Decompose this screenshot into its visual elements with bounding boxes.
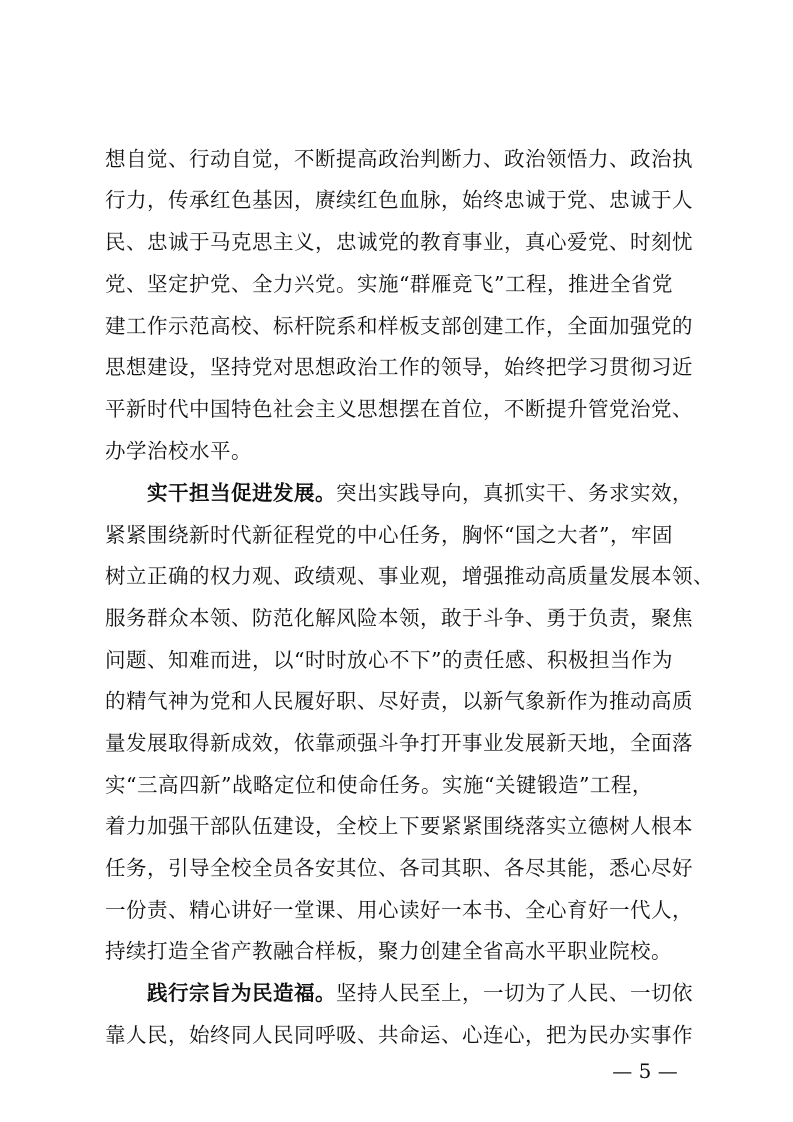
body-line: 紧紧围绕新时代新征程党的中心任务，胸怀“国之大者”，牢固 bbox=[105, 523, 673, 547]
body-line: 党、坚定护党、全力兴党。实施“群雁竞飞”工程，推进全省党 bbox=[105, 272, 673, 296]
body-line: 问题、知难而进，以“时时放心不下”的责任感、积极担当作为 bbox=[105, 648, 673, 672]
body-line: 一份责、精心讲好一堂课、用心读好一本书、全心育好一代人， bbox=[105, 898, 693, 922]
body-line: 平新时代中国特色社会主义思想摆在首位，不断提升管党治党、 bbox=[105, 397, 693, 421]
paragraph-text: 突出实践导向，真抓实干、务求实效， bbox=[336, 481, 693, 505]
paragraph-first-line bbox=[147, 473, 693, 513]
body-line: 着力加强干部队伍建设，全校上下要紧紧围绕落实立德树人根本 bbox=[105, 814, 693, 838]
body-line: 任务，引导全校全员各安其位、各司其职、各尽其能，悉心尽好 bbox=[105, 856, 693, 880]
body-line: 服务群众本领、防范化解风险本领，敢于斗争、勇于负责，聚焦 bbox=[105, 606, 693, 630]
body-line: 思想建设，坚持党对思想政治工作的领导，始终把学习贯彻习近 bbox=[105, 355, 693, 379]
body-line: 民、忠诚于马克思主义，忠诚党的教育事业，真心爱党、时刻忧 bbox=[105, 230, 693, 254]
body-line: 办学治校水平。 bbox=[105, 439, 252, 463]
body-line: 实“三高四新”战略定位和使命任务。实施“关键锻造”工程， bbox=[105, 773, 653, 797]
body-line: 持续打造全省产教融合样板，聚力创建全省高水平职业院校。 bbox=[105, 939, 672, 963]
body-line: 靠人民，始终同人民同呼吸、共命运、心连心，把为民办实事作 bbox=[105, 1023, 693, 1047]
paragraph-text: 坚持人民至上，一切为了人民、一切依 bbox=[336, 981, 693, 1005]
body-line: 建工作示范高校、标杆院系和样板支部创建工作，全面加强党的 bbox=[105, 314, 693, 338]
body-line: 行力，传承红色基因，赓续红色血脉，始终忠诚于党、忠诚于人 bbox=[105, 188, 693, 212]
body-line: 量发展取得新成效，依靠顽强斗争打开事业发展新天地，全面落 bbox=[105, 731, 693, 755]
paragraph-first-line bbox=[147, 973, 693, 1013]
body-line: 树立正确的权力观、政绩观、事业观，增强推动高质量发展本领、 bbox=[105, 564, 714, 588]
body-line: 的精气神为党和人民履好职、尽好责，以新气象新作为推动高质 bbox=[105, 689, 693, 713]
paragraph-heading: 践行宗旨为民造福。 bbox=[147, 981, 336, 1005]
paragraph-heading: 实干担当促进发展。 bbox=[147, 481, 336, 505]
page-number: — 5 — bbox=[612, 1059, 678, 1083]
body-line: 想自觉、行动自觉，不断提高政治判断力、政治领悟力、政治执 bbox=[105, 147, 693, 171]
